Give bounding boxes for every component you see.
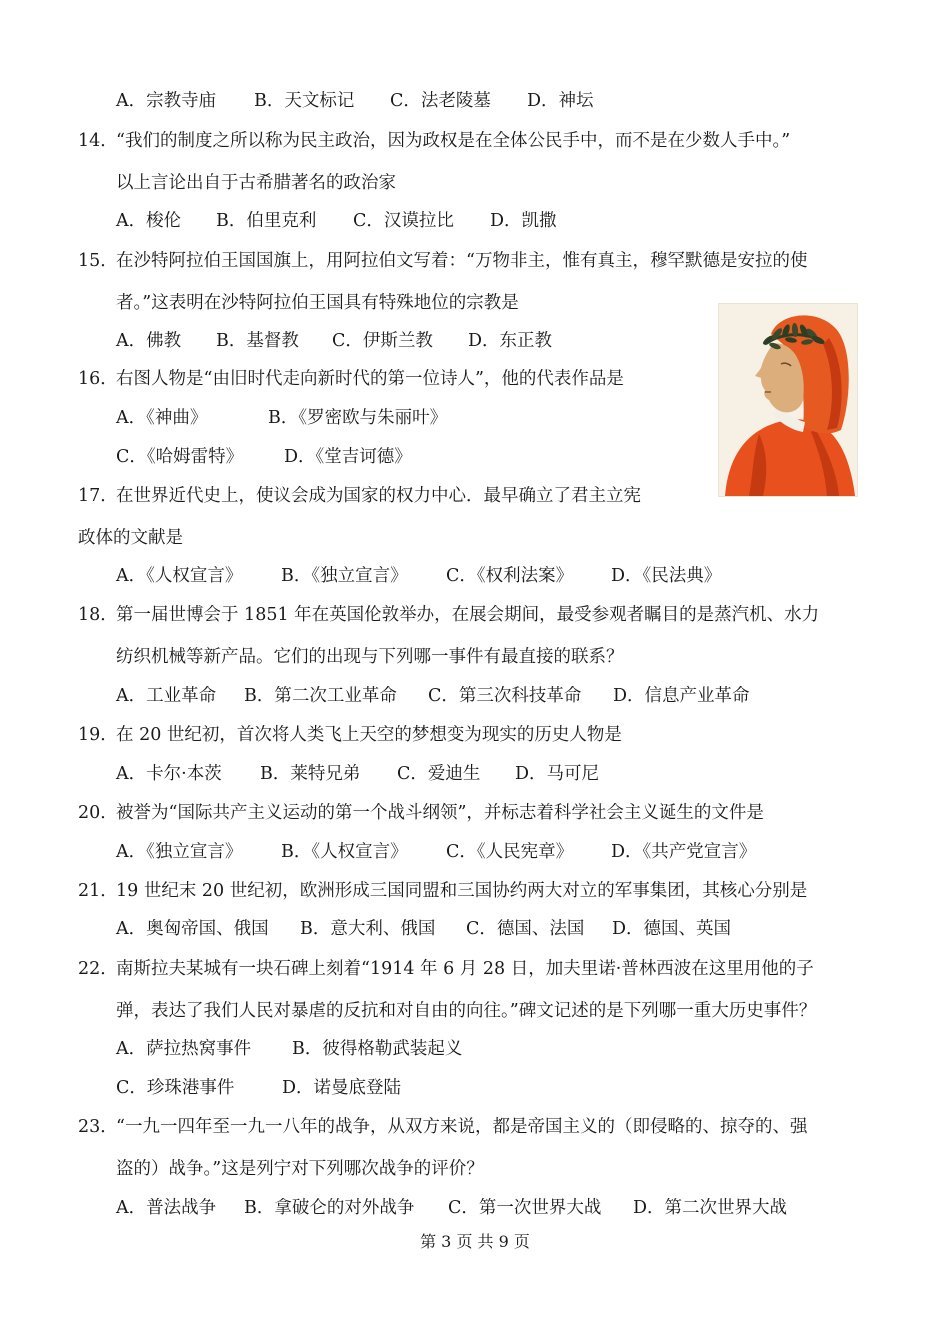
q17-number: 17．	[78, 486, 118, 506]
q22-stem-line-1: 南斯拉夫某城有一块石碑上刻着“1914 年 6 月 28 日，加夫里诺·普林西波在这里用他的子	[116, 959, 814, 979]
q16-option-b[interactable]: B．《罗密欧与朱丽叶》	[268, 408, 448, 428]
q22-option-b[interactable]: B．彼得格勒武装起义	[292, 1039, 463, 1059]
q21-option-d[interactable]: D．德国、英国	[612, 919, 732, 939]
q19-stem-line-1: 在 20 世纪初，首次将人类飞上天空的梦想变为现实的历史人物是	[116, 725, 622, 745]
q16-stem-line-1: 右图人物是“由旧时代走向新时代的第一位诗人”，他的代表作品是	[116, 369, 624, 389]
q17-option-b[interactable]: B．《独立宣言》	[281, 566, 408, 586]
q21-number: 21．	[78, 881, 118, 901]
q20-number: 20．	[78, 803, 118, 823]
q18-option-a[interactable]: A．工业革命	[116, 686, 217, 706]
q13-option-d[interactable]: D．神坛	[527, 91, 594, 111]
q23-option-a[interactable]: A．普法战争	[116, 1198, 217, 1218]
q19-option-d[interactable]: D．马可尼	[515, 764, 600, 784]
q19-option-a[interactable]: A．卡尔·本茨	[116, 764, 222, 784]
q22-option-d[interactable]: D．诺曼底登陆	[282, 1078, 402, 1098]
q18-stem-line-1: 第一届世博会于 1851 年在英国伦敦举办，在展会期间，最受参观者瞩目的是蒸汽机、水力	[116, 605, 820, 625]
q22-options-row-2	[116, 1077, 401, 1099]
q20-option-c[interactable]: C．《人民宪章》	[446, 842, 574, 862]
q16-number: 16．	[78, 369, 118, 389]
q17-option-c[interactable]: C．《权利法案》	[446, 566, 574, 586]
q17-stem-line-1: 在世界近代史上，使议会成为国家的权力中心．最早确立了君主立宪	[116, 486, 641, 506]
q15-options	[116, 330, 552, 352]
q15-option-c[interactable]: C．伊斯兰教	[332, 331, 433, 351]
q13-option-b[interactable]: B．天文标记	[254, 91, 355, 111]
q22-option-a[interactable]: A．萨拉热窝事件	[116, 1039, 252, 1059]
q21-option-a[interactable]: A．奥匈帝国、俄国	[116, 919, 269, 939]
q16-option-a[interactable]: A．《神曲》	[116, 408, 208, 428]
q14-stem-line-2: 以上言论出自于古希腊著名的政治家	[116, 173, 396, 193]
q21-option-c[interactable]: C．德国、法国	[466, 919, 585, 939]
q19-number: 19．	[78, 725, 118, 745]
q20-stem-line-1: 被誉为“国际共产主义运动的第一个战斗纲领”，并标志着科学社会主义诞生的文件是	[116, 803, 764, 823]
q14-option-d[interactable]: D．凯撒	[490, 211, 557, 231]
q16-options-row-2	[116, 446, 412, 468]
q20-option-b[interactable]: B．《人权宣言》	[281, 842, 408, 862]
q14-option-b[interactable]: B．伯里克利	[216, 211, 317, 231]
q19-option-b[interactable]: B．莱特兄弟	[260, 764, 361, 784]
q22-options-row-1	[116, 1038, 462, 1060]
q16-options-row-1	[116, 407, 447, 429]
q13-option-c[interactable]: C．法老陵墓	[390, 91, 491, 111]
q20-option-a[interactable]: A．《独立宣言》	[116, 842, 243, 862]
q18-options	[116, 685, 750, 707]
q22-stem-line-2: 弹，表达了我们人民对暴虐的反抗和对自由的向往。”碑文记述的是下列哪一重大历史事件？	[116, 1001, 817, 1021]
q18-number: 18．	[78, 605, 118, 625]
q17-options	[116, 565, 721, 587]
q15-stem-line-1: 在沙特阿拉伯王国国旗上，用阿拉伯文写着：“万物非主，惟有真主，穆罕默德是安拉的使	[116, 251, 808, 271]
q21-option-b[interactable]: B．意大利、俄国	[300, 919, 436, 939]
q17-stem-line-2: 政体的文献是	[78, 528, 183, 548]
q23-option-c[interactable]: C．第一次世界大战	[448, 1198, 602, 1218]
q16-option-d[interactable]: D．《堂吉诃德》	[284, 447, 412, 467]
q15-option-d[interactable]: D．东正教	[468, 331, 553, 351]
q14-number: 14．	[78, 131, 118, 151]
q17-option-d[interactable]: D．《民法典》	[611, 566, 722, 586]
q23-stem-line-2: 盗的）战争。”这是列宁对下列哪次战争的评价？	[116, 1159, 484, 1179]
q14-stem-line-1: “我们的制度之所以称为民主政治，因为政权是在全体公民手中，而不是在少数人手中。”	[116, 131, 791, 151]
q15-stem-line-2: 者。”这表明在沙特阿拉伯王国具有特殊地位的宗教是	[116, 293, 519, 313]
q22-number: 22．	[78, 959, 118, 979]
q13-options	[116, 90, 594, 112]
q23-option-b[interactable]: B．拿破仑的对外战争	[244, 1198, 415, 1218]
q18-option-b[interactable]: B．第二次工业革命	[244, 686, 397, 706]
q22-option-c[interactable]: C．珍珠港事件	[116, 1078, 235, 1098]
q13-option-a[interactable]: A．宗教寺庙	[116, 91, 217, 111]
q19-option-c[interactable]: C．爱迪生	[397, 764, 481, 784]
q23-stem-line-1: “一九一四年至一九一八年的战争，从双方来说，都是帝国主义的（即侵略的、掠夺的、强	[116, 1117, 808, 1137]
q21-options	[116, 918, 731, 940]
q14-options	[116, 210, 557, 232]
q15-option-b[interactable]: B．基督教	[216, 331, 299, 351]
q23-number: 23．	[78, 1117, 118, 1137]
laurel-portrait-icon	[719, 304, 857, 496]
q16-option-c[interactable]: C．《哈姆雷特》	[116, 447, 244, 467]
q15-number: 15．	[78, 251, 118, 271]
dante-portrait-figure	[718, 303, 858, 497]
q20-option-d[interactable]: D．《共产党宣言》	[611, 842, 757, 862]
q18-option-c[interactable]: C．第三次科技革命	[428, 686, 582, 706]
q14-option-a[interactable]: A．梭伦	[116, 211, 182, 231]
q23-option-d[interactable]: D．第二次世界大战	[633, 1198, 788, 1218]
q20-options	[116, 841, 756, 863]
q17-option-a[interactable]: A．《人权宣言》	[116, 566, 243, 586]
q19-options	[116, 763, 599, 785]
q18-option-d[interactable]: D．信息产业革命	[613, 686, 750, 706]
q15-option-a[interactable]: A．佛教	[116, 331, 182, 351]
page-footer: 第 3 页 共 9 页	[420, 1232, 530, 1251]
q21-stem-line-1: 19 世纪末 20 世纪初，欧洲形成三国同盟和三国协约两大对立的军事集团，其核心分别是	[116, 881, 808, 901]
q18-stem-line-2: 纺织机械等新产品。它们的出现与下列哪一事件有最直接的联系？	[116, 647, 624, 667]
q14-option-c[interactable]: C．汉谟拉比	[353, 211, 454, 231]
q23-options	[116, 1197, 787, 1219]
